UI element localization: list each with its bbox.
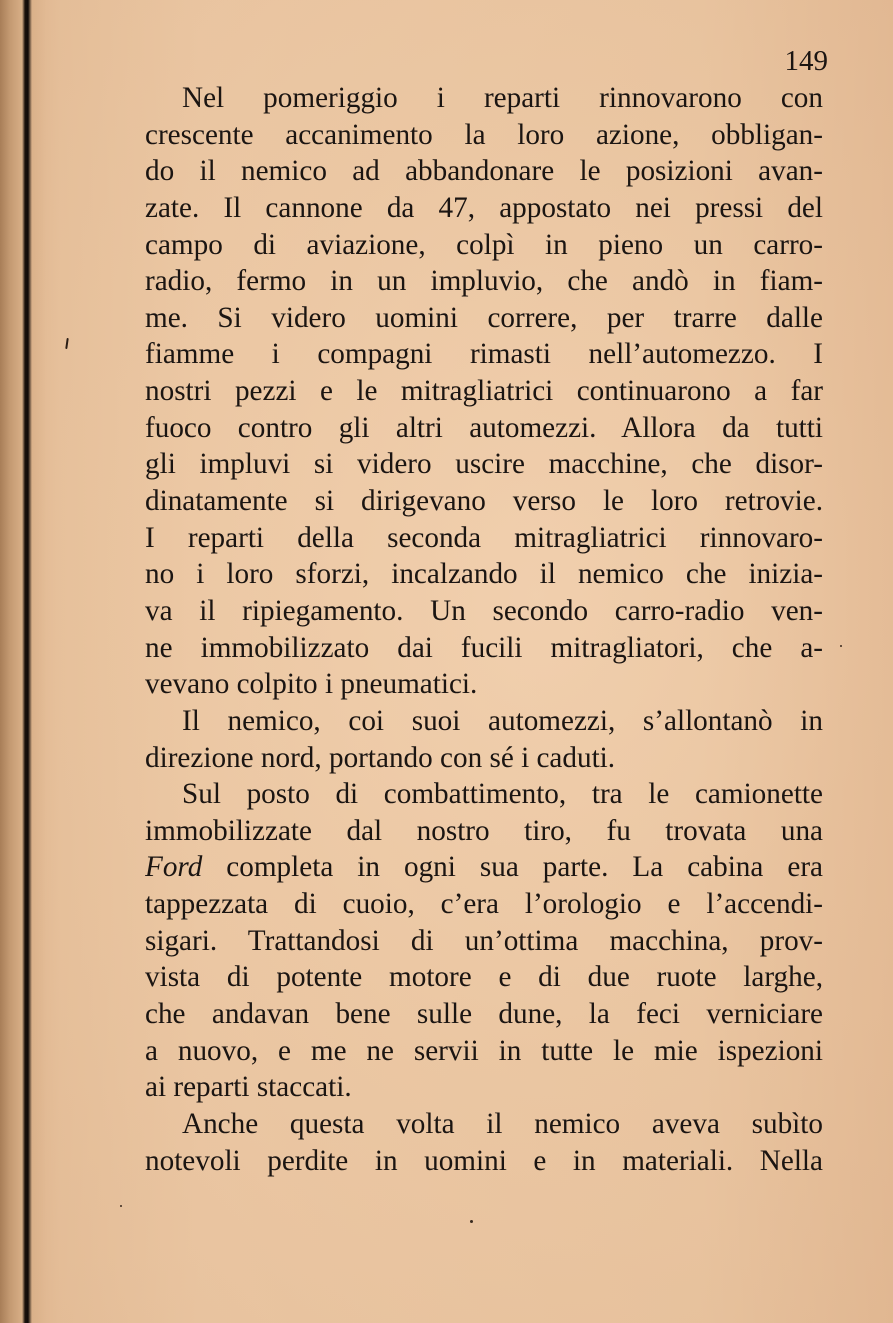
line-text: crescente accanimento la loro azione, obbligan- (145, 118, 823, 151)
line-text: Sul posto di combattimento, tra le camionette (182, 778, 823, 811)
line-text: no i loro sforzi, incalzando il nemico che inizia- (145, 558, 823, 591)
text-line (145, 776, 823, 813)
text-line (145, 483, 823, 520)
spine-gutter-line (22, 0, 32, 1323)
text-line (145, 849, 823, 886)
line-text: fiamme i compagni rimasti nell’automezzo. I (145, 338, 823, 371)
line-text: Anche questa volta il nemico aveva subìto (182, 1107, 823, 1140)
line-text: ai reparti staccati. (145, 1071, 352, 1104)
line-text: me. Si videro uomini correre, per trarre dalle (145, 301, 823, 334)
text-line (145, 593, 823, 630)
page-number: 149 (784, 45, 828, 77)
text-line (145, 1143, 823, 1180)
line-text: a nuovo, e me ne servii in tutte le mie ispezioni (145, 1034, 823, 1067)
text-line (145, 886, 823, 923)
margin-mark (65, 338, 69, 349)
text-line (145, 959, 823, 996)
line-text: zate. Il cannone da 47, appostato nei pressi del (145, 191, 823, 224)
text-line (145, 703, 823, 740)
line-text: vevano colpito i pneumatici. (145, 668, 478, 701)
text-line (145, 117, 823, 154)
text-line (145, 446, 823, 483)
paper-speck (120, 1205, 122, 1207)
line-text: nostri pezzi e le mitragliatrici continuarono a far (145, 375, 823, 408)
line-text: I reparti della seconda mitragliatrici rinnovaro- (145, 521, 823, 554)
line-text: Nel pomeriggio i reparti rinnovarono con (182, 82, 823, 114)
line-text: fuoco contro gli altri automezzi. Allora da tutti (145, 411, 823, 444)
line-text: ne immobilizzato dai fucili mitragliatori, che a- (145, 631, 823, 664)
line-text: immobilizzate dal nostro tiro, fu trovata una (145, 814, 823, 847)
line-text: do il nemico ad abbandonare le posizioni avan- (145, 155, 823, 188)
paper-speck (840, 645, 842, 647)
text-line (145, 923, 823, 960)
line-text: Il nemico, coi suoi automezzi, s’allontanò in (182, 704, 823, 737)
text-line (145, 227, 823, 264)
text-line (145, 666, 823, 703)
text-line (145, 520, 823, 557)
italic-word: Ford (145, 851, 203, 884)
paper-speck (470, 1220, 473, 1223)
text-line (145, 1069, 823, 1106)
text-line (145, 336, 823, 373)
text-line (145, 300, 823, 337)
line-text: notevoli perdite in uomini e in materiali. Nella (145, 1144, 823, 1177)
line-text: sigari. Trattandosi di un’ottima macchina, prov- (145, 924, 823, 957)
line-text: dinatamente si dirigevano verso le loro retrovie. (145, 485, 823, 518)
text-line (145, 556, 823, 593)
line-text: vista di potente motore e di due ruote larghe, (145, 961, 823, 994)
text-line (145, 813, 823, 850)
text-line (145, 630, 823, 667)
line-text: direzione nord, portando con sé i caduti. (145, 741, 616, 774)
text-line (145, 1033, 823, 1070)
text-line (145, 1106, 823, 1143)
line-text: radio, fermo in un impluvio, che andò in fiam- (145, 265, 823, 298)
line-text: campo di aviazione, colpì in pieno un carro- (145, 228, 823, 261)
text-line (145, 740, 823, 777)
text-line (145, 373, 823, 410)
line-text: che andavan bene sulle dune, la feci verniciare (145, 998, 823, 1031)
body-text (145, 80, 823, 1179)
text-line (145, 80, 823, 117)
line-text: va il ripiegamento. Un secondo carro-radio ven- (145, 594, 823, 627)
text-line (145, 263, 823, 300)
text-line (145, 996, 823, 1033)
line-text: tappezzata di cuoio, c’era l’orologio e l’accendi- (145, 888, 823, 921)
line-text: gli impluvi si videro uscire macchine, che disor- (145, 448, 823, 481)
text-line (145, 190, 823, 227)
text-line (145, 153, 823, 190)
text-line (145, 410, 823, 447)
line-text: completa in ogni sua parte. La cabina era (202, 851, 823, 884)
